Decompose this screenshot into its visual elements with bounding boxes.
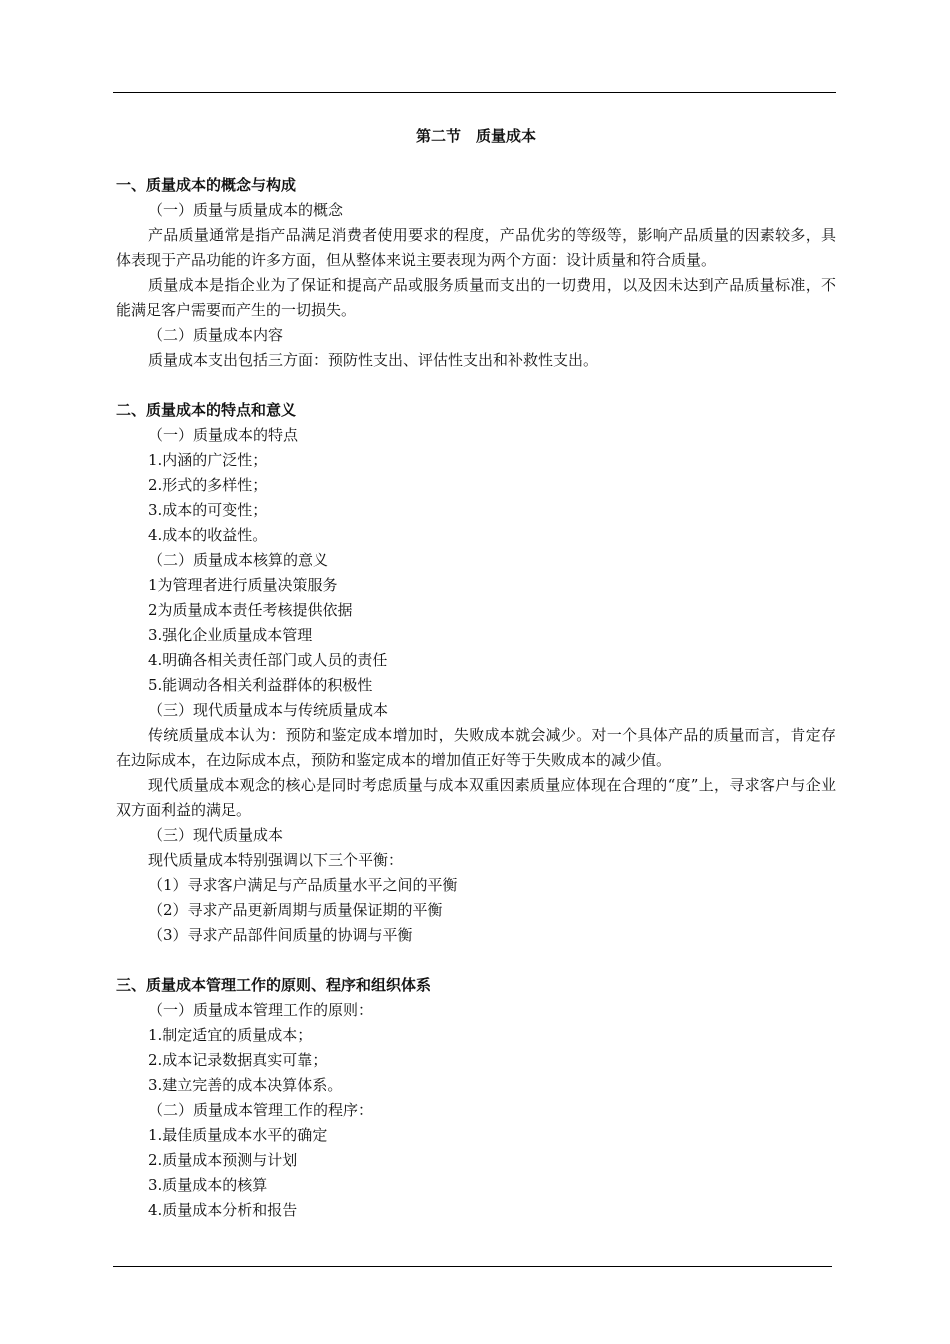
list-item: 1.内涵的广泛性； [148, 451, 268, 469]
footer-rule [113, 1266, 832, 1267]
subheading: （一）质量与质量成本的概念 [148, 201, 344, 219]
paragraph: 产品质量通常是指产品满足消费者使用要求的程度，产品优劣的等级等，影响产品质量的因素较多，具体表现于产品功能的许多方面，但从整体来说主要表现为两个方面：设计质量和符合质量。 [116, 226, 836, 269]
list-item: 3.强化企业质量成本管理 [148, 626, 313, 644]
list-item: 2.成本记录数据真实可靠； [148, 1051, 328, 1069]
list-item: 5.能调动各相关利益群体的积极性 [148, 676, 373, 694]
list-item: 4.明确各相关责任部门或人员的责任 [148, 651, 388, 669]
paragraph: 质量成本支出包括三方面：预防性支出、评估性支出和补救性支出。 [148, 351, 599, 369]
list-item: 2.形式的多样性； [148, 476, 268, 494]
list-item: 1.制定适宜的质量成本； [148, 1026, 313, 1044]
paragraph: 质量成本是指企业为了保证和提高产品或服务质量而支出的一切费用，以及因未达到产品质量标准，不能满足客户需要而产生的一切损失。 [116, 276, 836, 319]
list-item: 2.质量成本预测与计划 [148, 1151, 298, 1169]
paragraph: 现代质量成本特别强调以下三个平衡： [148, 851, 404, 869]
subheading: （二）质量成本内容 [148, 326, 284, 344]
subheading: （三）现代质量成本 [148, 826, 284, 844]
list-item: 4.质量成本分析和报告 [148, 1201, 298, 1219]
paragraph: 现代质量成本观念的核心是同时考虑质量与成本双重因素质量应体现在合理的“度”上，寻求客户与企业双方面利益的满足。 [116, 776, 836, 819]
section-3-heading: 三、质量成本管理工作的原则、程序和组织体系 [116, 976, 432, 994]
list-item: 3.质量成本的核算 [148, 1176, 268, 1194]
subheading: （一）质量成本管理工作的原则： [148, 1001, 374, 1019]
list-item: 1.最佳质量成本水平的确定 [148, 1126, 328, 1144]
list-item: （2）寻求产品更新周期与质量保证期的平衡 [148, 901, 443, 919]
list-item: 1为管理者进行质量决策服务 [148, 576, 338, 594]
subheading: （三）现代质量成本与传统质量成本 [148, 701, 389, 719]
list-item: （1）寻求客户满足与产品质量水平之间的平衡 [148, 876, 458, 894]
section-2-heading: 二、质量成本的特点和意义 [116, 401, 297, 419]
subheading: （一）质量成本的特点 [148, 426, 299, 444]
list-item: 2为质量成本责任考核提供依据 [148, 601, 353, 619]
paragraph: 传统质量成本认为：预防和鉴定成本增加时，失败成本就会减少。对一个具体产品的质量而言，肯定存在边际成本，在边际成本点，预防和鉴定成本的增加值正好等于失败成本的减少值。 [116, 726, 836, 769]
document-body [116, 124, 836, 1223]
list-item: （3）寻求产品部件间质量的协调与平衡 [148, 926, 413, 944]
section-1-heading: 一、质量成本的概念与构成 [116, 176, 297, 194]
header-rule [113, 92, 836, 93]
list-item: 4.成本的收益性。 [148, 526, 268, 544]
subheading: （二）质量成本核算的意义 [148, 551, 329, 569]
subheading: （二）质量成本管理工作的程序： [148, 1101, 374, 1119]
page-title: 第二节 质量成本 [415, 127, 536, 145]
list-item: 3.成本的可变性； [148, 501, 268, 519]
list-item: 3.建立完善的成本决算体系。 [148, 1076, 343, 1094]
